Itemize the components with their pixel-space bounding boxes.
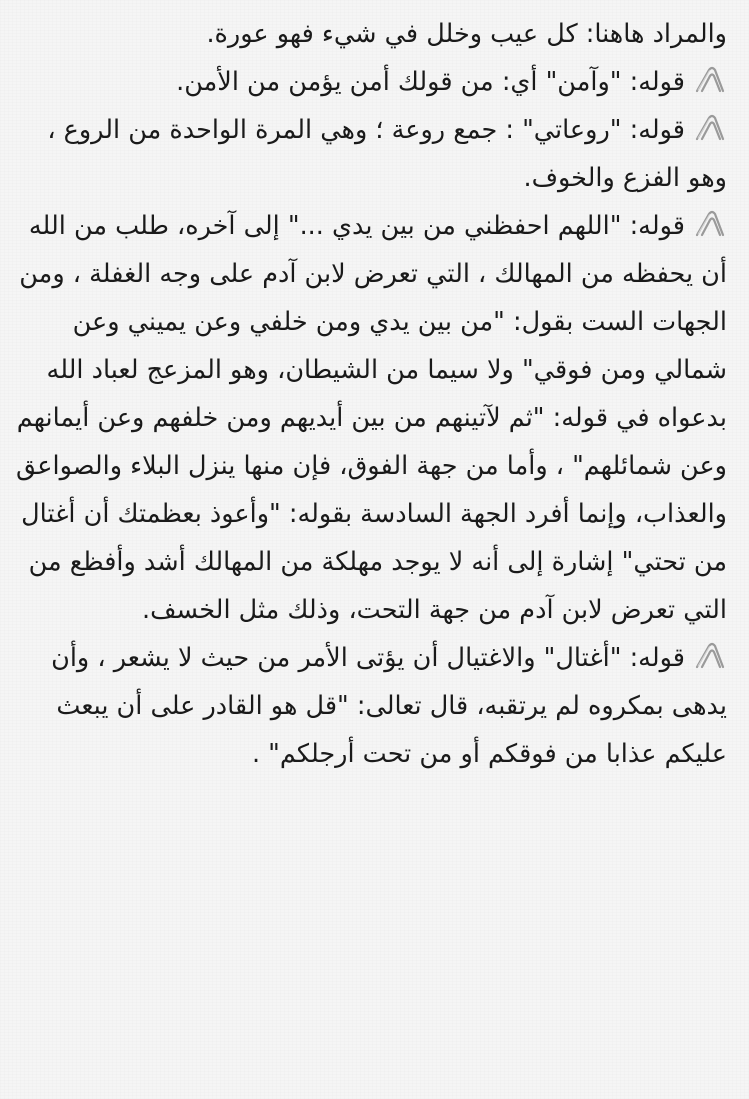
paperclip-icon xyxy=(693,641,727,671)
paragraph xyxy=(16,106,727,202)
paragraph xyxy=(16,58,727,106)
paragraph xyxy=(16,202,727,634)
paperclip-icon xyxy=(693,209,727,239)
paragraph xyxy=(16,634,727,778)
paragraph-text: قوله: "وآمن" أي: من قولك أمن يؤمن من الأمن. xyxy=(176,67,685,97)
paperclip-icon xyxy=(693,65,727,95)
paperclip-icon xyxy=(693,113,727,143)
paragraph-text: قوله: "اللهم احفظني من بين يدي ..." إلى آخره، طلب من الله أن يحفظه من المهالك ، التي تعرض لابن آدم على وجه الغفلة ، ومن الجهات الست بقول: "من بين يدي ومن خلفي وعن يميني وعن شمالي ومن فوقي" ولا سيما من الشيطان، وهو المزعج لعباد الله بدعواه في قوله: "ثم لآتينهم من بين أيديهم ومن خلفهم وعن أيمانهم وعن شمائلهم" ، وأما من جهة الفوق، فإن منها ينزل البلاء والصواعق والعذاب، وإنما أفرد الجهة السادسة بقوله: "وأعوذ بعظمتك أن أغتال من تحتي" إشارة إلى أنه لا يوجد مهلكة من المهالك أشد وأفظع من التي تعرض لابن آدم من جهة التحت، وذلك مثل الخسف. xyxy=(16,211,727,625)
note-page xyxy=(16,10,727,778)
paragraph-text: قوله: "أغتال" والاغتيال أن يؤتى الأمر من حيث لا يشعر ، وأن يدهى بمكروه لم يرتقبه، قال تعالى: "قل هو القادر على أن يبعث عليكم عذابا من فوقكم أو من تحت أرجلكم" . xyxy=(51,643,727,769)
paragraph xyxy=(16,10,727,58)
paragraph-text: قوله: "روعاتي" : جمع روعة ؛ وهي المرة الواحدة من الروع ، وهو الفزع والخوف. xyxy=(47,115,727,193)
paragraph-text: والمراد هاهنا: كل عيب وخلل في شيء فهو عورة. xyxy=(206,19,727,49)
